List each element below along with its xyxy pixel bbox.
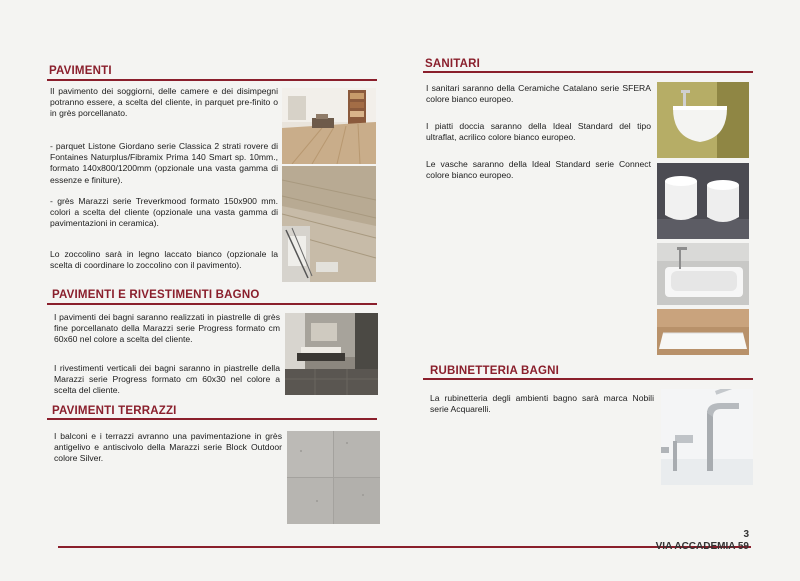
terrazzi-rule bbox=[47, 418, 377, 420]
footer-rule bbox=[58, 546, 751, 548]
gres-description: - grès Marazzi serie Treverkmood formato 150x900 mm. colori a scelta del cliente (opzionale una vasta gamma di pavimentazioni in ceramica). bbox=[50, 196, 278, 229]
faucet-photo bbox=[661, 389, 753, 485]
outdoor-tile-photo bbox=[287, 431, 380, 524]
page-number: 3 bbox=[743, 529, 749, 540]
sanitari-heading: SANITARI bbox=[425, 58, 481, 70]
shower-tray-photo bbox=[657, 309, 749, 355]
sanitari-text: I sanitari saranno della Ceramiche Catalano serie SFERA colore bianco europeo. bbox=[426, 83, 651, 105]
washbasin-photo bbox=[657, 82, 749, 158]
bagno-pavimenti-text: I pavimenti dei bagni saranno realizzati in piastrelle di grès fine porcellanato della Marazzi serie Progress formato cm 60x60 nel colore a scelta del cliente. bbox=[54, 312, 280, 345]
parquet-description: - parquet Listone Giordano serie Classica 2 strati rovere di Fontaines Naturplus/Fibramix Prima 140 Smart sp. 10mm., formato 140x800/1200mm (opzionale una vasta gamma di essenze e finiture). bbox=[50, 141, 278, 185]
rubinetteria-text: La rubinetteria degli ambienti bagno sarà marca Nobili serie Acquarelli. bbox=[430, 393, 654, 415]
sanitari-rule bbox=[423, 71, 753, 73]
bagno-rivestimenti-text: I rivestimenti verticali dei bagni saranno in piastrelle della Marazzi serie Progress formato cm 60x30 nel colore a scelta del cliente. bbox=[54, 363, 280, 396]
terrazzi-heading: PAVIMENTI TERRAZZI bbox=[52, 405, 177, 417]
parquet-room-photo bbox=[282, 88, 376, 164]
rubinetteria-rule bbox=[423, 378, 753, 380]
vasche-text: Le vasche saranno della Ideal Standard serie Connect colore bianco europeo. bbox=[426, 159, 651, 181]
bagno-rule bbox=[47, 303, 377, 305]
footer-address: VIA ACCADEMIA 59 bbox=[655, 541, 749, 552]
piatti-doccia-text: I piatti doccia saranno della Ideal Standard del tipo ultraflat, acrilico colore bianco europeo. bbox=[426, 121, 651, 143]
zoccolino-description: Lo zoccolino sarà in legno laccato bianco (opzionale la scelta di coordinare lo zoccolino con il pavimento). bbox=[50, 249, 278, 271]
pavimenti-heading: PAVIMENTI bbox=[49, 65, 112, 77]
terrazzi-text: I balconi e i terrazzi avranno una pavimentazione in grès antigelivo e antiscivolo della Marazzi serie Block Outdoor colore Silver. bbox=[54, 431, 282, 464]
pavimenti-rule bbox=[47, 79, 377, 81]
bathroom-photo bbox=[285, 313, 378, 395]
bathtub-photo bbox=[657, 243, 749, 305]
wood-tile-photo bbox=[282, 166, 376, 282]
bagno-heading: PAVIMENTI E RIVESTIMENTI BAGNO bbox=[52, 289, 260, 301]
toilet-bidet-photo bbox=[657, 163, 749, 239]
pavimenti-intro: Il pavimento dei soggiorni, delle camere e dei disimpegni potranno essere, a scelta del cliente, in parquet pre-finito o in grès porcellanato. bbox=[50, 86, 278, 119]
rubinetteria-heading: RUBINETTERIA BAGNI bbox=[430, 365, 560, 377]
